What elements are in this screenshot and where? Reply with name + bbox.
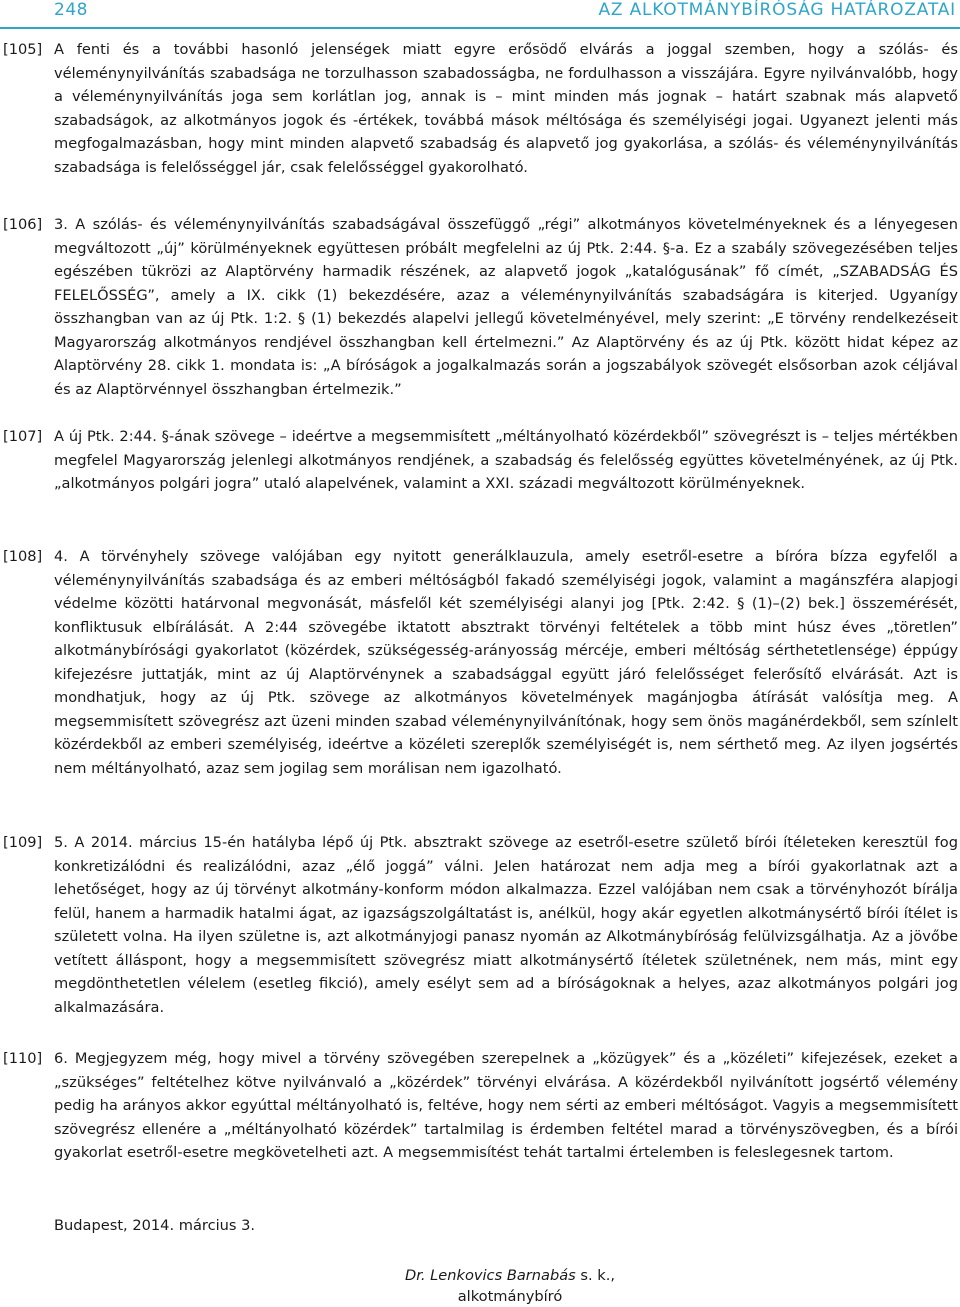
- paragraph-text: 3. A szólás- és véleménynyilvánítás szabadságával összefüggő „régi” alkotmányos követelményeknek és a lényegesen megváltozott „új” körülményeknek együttesen próbált megfelelni az új Ptk. 2:44. §-a. Ez a szabály szövegezésében teljes egészében tükrözi az Alaptörvény harmadik részének, az alapvető jogok „katalógusának” fő címét, „SZABADSÁG ÉS FELELŐSSÉG”, amely a IX. cikk (1) bekezdésére, azaz a véleménynyilvánítás szabadságára is kiterjed. Ugyanígy összhangban van az új Ptk. 1:2. § (1) bekezdés alapelvi jellegű követelményével, mely szerint: „E törvény rendelkezéseit Magyarország alkotmányos rendjével összhangban kell értelmezni.” Az Alaptörvény és az új Ptk. között hidat képez az Alaptörvény 28. cikk 1. mondata is: „A bíróságok a jogalkalmazás során a jogszabályok szövegét elsősorban azok céljával és az Alaptörvénnyel összhangban értelmezik.”: [54, 216, 958, 398]
- signature-block: [400, 1265, 620, 1307]
- paragraph-text: 6. Megjegyzem még, hogy mivel a törvény szövegében szerepelnek a „közügyek” és a „közéleti” kifejezések, ezeket a „szükséges” feltételhez kötve nyilvánvaló a „közérdek” törvényi elvárása. A közérdekből nyilvánított jogsértő vélemény pedig ha arányos akkor egyúttal méltányolható is, feltéve, hogy nem sérti az emberi méltóságot. Vagyis a megsemmisített szövegrész ellenére a „méltányolható közérdek” tartalmilag is érdemben feltétel marad a törvényszövegben, és a bírói gyakorlat esetről-esetre megkövetelheti azt. A megsemmisítést tehát tartalmi értelemben is feleslegesnek tartom.: [54, 1050, 958, 1161]
- place-and-date: Budapest, 2014. március 3.: [54, 1217, 256, 1234]
- paragraph-number: [110]: [3, 1050, 43, 1067]
- paragraph-text: 4. A törvényhely szövege valójában egy nyitott generálklauzula, amely esetről-esetre a bíróra bízza egyfelől a véleménynyilvánítás szabadsága és az emberi méltóságból fakadó személyiségi jogok, valamint a magánszféra alapjogi védelme közötti határvonal megvonását, másfelől két személyiségi alanyi jog [Ptk. 2:42. § (1)–(2) bek.] összemérését, konfliktusuk elbírálását. A 2:44 szövegébe iktatott absztrakt törvényi feltételek a több mint húsz éves „töretlen” alkotmánybírósági gyakorlatot (közérdek, szükségesség-arányosság mércéje, emberi méltóság sérthetetlensége) éppúgy kifejezésre juttatják, mint az új Alaptörvénynek a szabadsággal együtt járó felelősséget felerősítő elvárását. Azt is mondhatjuk, hogy az új Ptk. szövege az alkotmányos követelmények magánjogba átírását valósítja meg. A megsemmisített szövegrész azt üzeni minden szabad véleménynyilvánítónak, hogy sem önös magánérdekből, sem színlelt közérdekből az emberi személyiség, ideértve a közéleti szereplők személyiségét is, nem sérthető meg. Az ilyen jogsértés nem méltányolható, azaz sem jogilag sem morálisan nem igazolható.: [54, 548, 958, 777]
- paragraph-number: [107]: [3, 428, 43, 445]
- header-rule: [0, 27, 960, 29]
- running-header: [0, 0, 960, 30]
- paragraph-number: [106]: [3, 216, 43, 233]
- paragraph-number: [105]: [3, 41, 43, 58]
- signer-line: [400, 1265, 620, 1286]
- paragraph-text: 5. A 2014. március 15-én hatályba lépő új Ptk. absztrakt szövege az esetről-esetre születő bírói ítéleteken keresztül fog konkretizálódni és realizálódni, azaz „élő joggá” válni. Jelen határozat nem adja meg a bírói gyakorlatnak azt a lehetőséget, hogy az új törvényt alkotmány-konform módon alkalmazza. Ezzel valójában nem csak a törvényhozót bírálja felül, hanem a harmadik hatalmi ágat, az igazságszolgáltatást is, anélkül, hogy akár egyetlen alkotmánysértő bírói ítélet is született volna. Ha ilyen születne is, azt alkotmányjogi panasz nyomán az Alkotmánybíróság felülvizsgálhatja. Az a jövőbe vetített álláspont, hogy a megsemmisített szövegrész miatt alkotmánysértő ítéletek születnének, nem más, mint egy megdönthetetlen vélelem (esetleg fikció), amely esélyt sem ad a bíróságoknak a helyes, azaz alkotmányos polgári jog alkalmazására.: [54, 834, 958, 1016]
- paragraph-text: A új Ptk. 2:44. §-ának szövege – ideértve a megsemmisített „méltányolható közérdekből” szövegrészt is – teljes mértékben megfelel Magyarország jelenlegi alkotmányos rendjének, a szabadság és felelősség együttes követelményének, az új Ptk. „alkotmányos polgári jogra” utaló alapelvének, valamint a XXI. századi megváltozott körülményeknek.: [54, 428, 958, 492]
- page-number: 248: [54, 0, 88, 20]
- paragraph-number: [109]: [3, 834, 43, 851]
- running-head-title: AZ ALKOTMÁNYBÍRÓSÁG HATÁROZATAI: [598, 0, 956, 20]
- signer-name: Dr. Lenkovics Barnabás: [404, 1267, 576, 1284]
- paragraph-text: A fenti és a további hasonló jelenségek miatt egyre erősödő elvárás a joggal szemben, hogy a szólás- és véleménynyilvánítás szabadsága ne torzulhasson szabadosságba, ne fordulhasson a visszájára. Egyre nyilvánvalóbb, hogy a véleménynyilvánítás joga sem korlátlan jog, annak is – mint minden más jognak – határt szabnak más alapvető szabadságok, az alkotmányos jogok és -értékek, továbbá mások méltósága és személyiségi jogai. Ugyanezt jelenti más megfogalmazásban, hogy mint minden alapvető szabadság és alapvető jog gyakorlása, a szólás- és véleménynyilvánítás szabadsága is felelősséggel jár, csak felelősséggel gyakorolható.: [54, 41, 958, 176]
- signer-title: alkotmánybíró: [457, 1288, 563, 1305]
- paragraph-number: [108]: [3, 548, 43, 565]
- signer-suffix: s. k.,: [575, 1267, 616, 1284]
